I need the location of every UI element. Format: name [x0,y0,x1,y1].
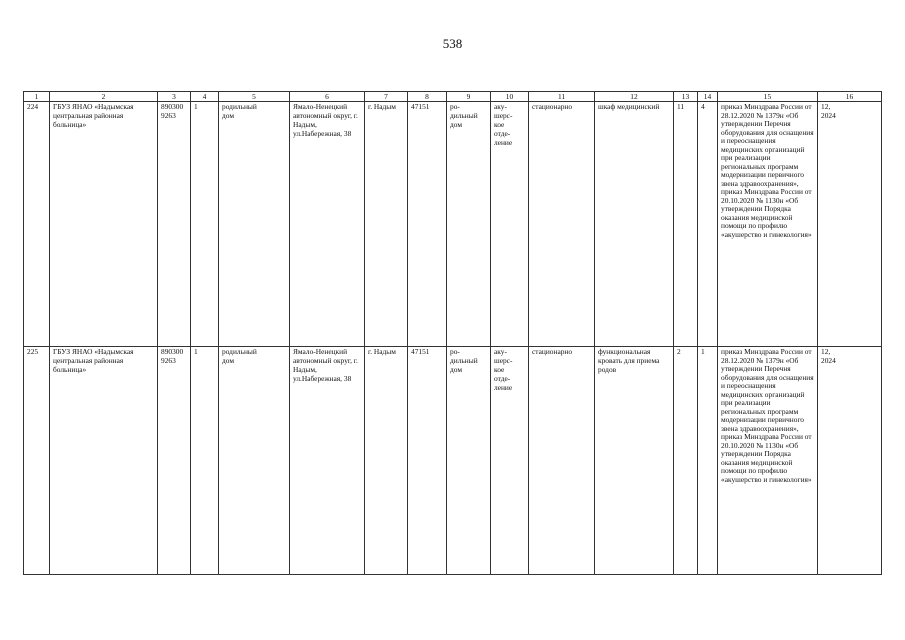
column-header: 16 [818,92,882,102]
address-cell: Ямало-Ненецкий автономный округ, г. Надым, ул.Набережная, 38 [290,347,365,575]
oktmo-cell: 47151 [408,347,447,575]
organization-cell: ГБУЗ ЯНАО «Надымская центральная районная больница» [50,347,158,575]
column-header: 2 [50,92,158,102]
quantity-planned-cell: 4 [698,102,718,347]
column-header: 14 [698,92,718,102]
code-cell: 1 [191,347,219,575]
table-header-row [24,92,882,102]
row-number-cell: 224 [24,102,50,347]
column-header: 4 [191,92,219,102]
column-header: 5 [219,92,290,102]
regulation-cell: приказ Минздрава России от 28.12.2020 № 1379н «Об утверждении Перечня оборудования для оснащения и переоснащения медицинских организаций при реализации региональных программ модернизации первичного звена здравоохранения», приказ Минздрава России от 20.10.2020 № 1130н «Об утверждении Порядка оказания медицинской помощи по профилю «акушерство и гинекология» [718,102,818,347]
care-condition-cell: стационарно [529,102,595,347]
equipment-name-cell: шкаф медицинский [595,102,674,347]
facility-type-cell: родильный дом [219,102,290,347]
department-cell: аку- шерс- кое отде- ление [491,102,529,347]
facility-type-cell: родильный дом [219,347,290,575]
inn-cell: 890300 9263 [158,347,191,575]
column-header: 11 [529,92,595,102]
subdivision-cell: ро- дильный дом [447,347,491,575]
inn-cell: 890300 9263 [158,102,191,347]
oktmo-cell: 47151 [408,102,447,347]
column-header: 6 [290,92,365,102]
quantity-planned-cell: 1 [698,347,718,575]
equipment-table [23,91,882,575]
period-cell: 12, 2024 [818,347,882,575]
column-header: 13 [674,92,698,102]
column-header: 1 [24,92,50,102]
column-header: 15 [718,92,818,102]
organization-cell: ГБУЗ ЯНАО «Надымская центральная районная больница» [50,102,158,347]
table-row [24,102,882,347]
city-cell: г. Надым [365,347,408,575]
department-cell: аку- шерс- кое отде- ление [491,347,529,575]
column-header: 9 [447,92,491,102]
quantity-required-cell: 11 [674,102,698,347]
subdivision-cell: ро- дильный дом [447,102,491,347]
table-row [24,347,882,575]
code-cell: 1 [191,102,219,347]
column-header: 7 [365,92,408,102]
care-condition-cell: стационарно [529,347,595,575]
regulation-cell: приказ Минздрава России от 28.12.2020 № 1379н «Об утверждении Перечня оборудования для оснащения и переоснащения медицинских организаций при реализации региональных программ модернизации первичного звена здравоохранения», приказ Минздрава России от 20.10.2020 № 1130н «Об утверждении Порядка оказания медицинской помощи по профилю «акушерство и гинекология» [718,347,818,575]
city-cell: г. Надым [365,102,408,347]
column-header: 12 [595,92,674,102]
column-header: 3 [158,92,191,102]
quantity-required-cell: 2 [674,347,698,575]
page-number: 538 [442,36,463,51]
row-number-cell: 225 [24,347,50,575]
column-header: 8 [408,92,447,102]
column-header: 10 [491,92,529,102]
equipment-name-cell: функциональная кровать для приема родов [595,347,674,575]
period-cell: 12, 2024 [818,102,882,347]
address-cell: Ямало-Ненецкий автономный округ, г. Надым, ул.Набережная, 38 [290,102,365,347]
